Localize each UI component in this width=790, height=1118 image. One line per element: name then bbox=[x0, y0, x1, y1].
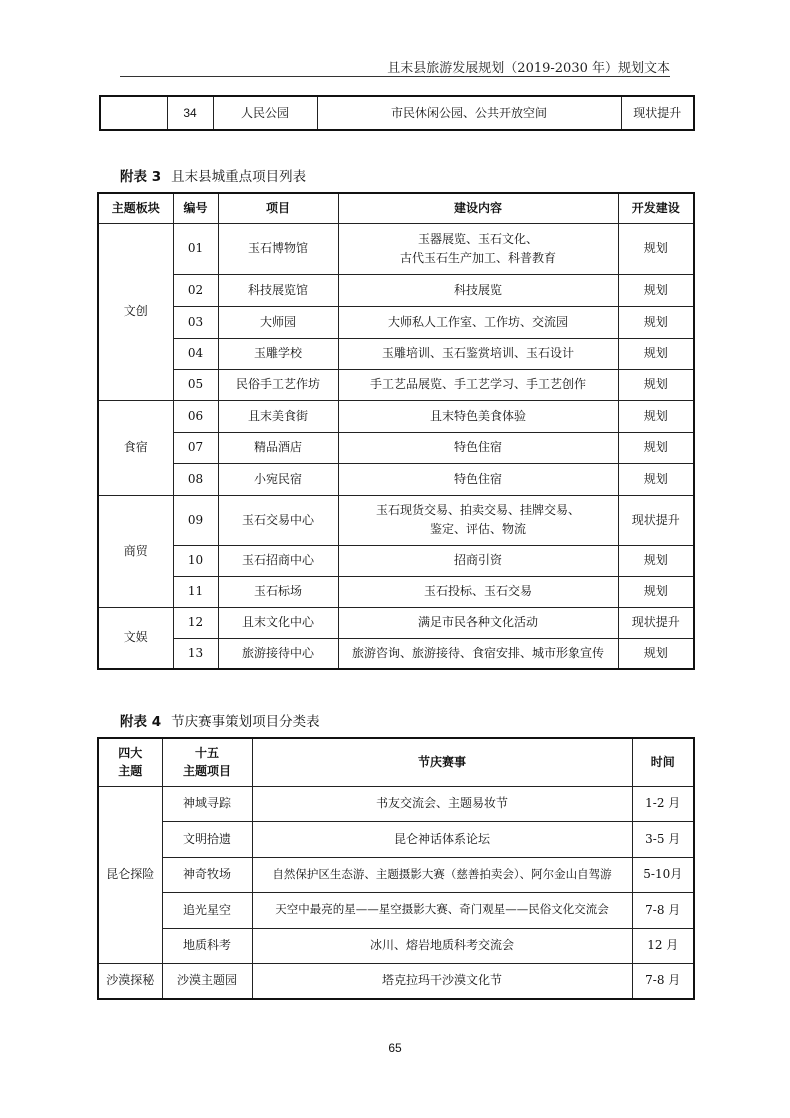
table-row bbox=[98, 495, 694, 545]
cell-content: 旅游咨询、旅游接待、食宿安排、城市形象宣传 bbox=[338, 638, 618, 669]
table-row bbox=[98, 223, 694, 274]
table-row bbox=[98, 400, 694, 432]
cell-id: 11 bbox=[173, 576, 218, 607]
cell-content: 玉雕培训、玉石鉴赏培训、玉石设计 bbox=[338, 338, 618, 369]
table-row bbox=[98, 576, 694, 607]
table-row bbox=[98, 463, 694, 495]
cell-status: 规划 bbox=[618, 463, 694, 495]
cell-project: 沙漠主题园 bbox=[162, 963, 252, 999]
table3-header-row bbox=[98, 193, 694, 223]
table3 bbox=[97, 192, 695, 670]
cell-time: 3-5 月 bbox=[632, 821, 694, 857]
table4-caption-number: 附表 4 bbox=[120, 714, 162, 730]
cell-content: 特色住宿 bbox=[338, 432, 618, 463]
page-number: 65 bbox=[388, 1041, 402, 1055]
header-line: 主题项目 bbox=[182, 764, 231, 779]
header-rule bbox=[120, 76, 670, 77]
cell-name: 玉雕学校 bbox=[218, 338, 338, 369]
cell-name: 科技展览馆 bbox=[218, 274, 338, 306]
cell-id: 34 bbox=[167, 96, 213, 130]
cell-group bbox=[100, 96, 167, 130]
table3-group-shisu: 食宿 bbox=[98, 400, 173, 495]
table4-header-row bbox=[98, 738, 694, 786]
cell-name: 且末美食街 bbox=[218, 400, 338, 432]
table3-group-wenyu: 文娱 bbox=[98, 607, 173, 669]
table4-caption-text: 节庆赛事策划项目分类表 bbox=[171, 714, 320, 730]
table4-group-kunlun: 昆仑探险 bbox=[98, 786, 162, 963]
content-line: 古代玉石生产加工、科普教育 bbox=[399, 250, 556, 265]
cell-content: 招商引资 bbox=[338, 545, 618, 576]
cell-id: 04 bbox=[173, 338, 218, 369]
cell-content: 市民休闲公园、公共开放空间 bbox=[317, 96, 621, 130]
table-row bbox=[98, 892, 694, 928]
cell-content: 大师私人工作室、工作坊、交流园 bbox=[338, 306, 618, 338]
cell-project: 地质科考 bbox=[162, 928, 252, 963]
cell-time: 12 月 bbox=[632, 928, 694, 963]
cell-id: 09 bbox=[173, 495, 218, 545]
cell-time: 1-2 月 bbox=[632, 786, 694, 821]
table3-group-shangmao: 商贸 bbox=[98, 495, 173, 607]
table3-header-content: 建设内容 bbox=[338, 193, 618, 223]
cell-content: 手工艺品展览、手工艺学习、手工艺创作 bbox=[338, 369, 618, 400]
table3-header-status: 开发建设 bbox=[618, 193, 694, 223]
table3-caption-number: 附表 3 bbox=[120, 169, 162, 185]
cell-project: 神奇牧场 bbox=[162, 857, 252, 892]
cell-project: 文明拾遗 bbox=[162, 821, 252, 857]
table-row bbox=[98, 638, 694, 669]
table-row bbox=[98, 963, 694, 999]
cell-name: 人民公园 bbox=[213, 96, 317, 130]
cell-status: 规划 bbox=[618, 338, 694, 369]
cell-id: 10 bbox=[173, 545, 218, 576]
cell-name: 旅游接待中心 bbox=[218, 638, 338, 669]
cell-id: 13 bbox=[173, 638, 218, 669]
content-line: 鉴定、评估、物流 bbox=[429, 522, 526, 536]
table-row bbox=[98, 432, 694, 463]
cell-content: 科技展览 bbox=[338, 274, 618, 306]
table3-caption bbox=[120, 165, 306, 185]
cell-event: 塔克拉玛干沙漠文化节 bbox=[252, 963, 632, 999]
table3-caption-text: 且末县城重点项目列表 bbox=[171, 169, 307, 185]
table-row bbox=[98, 274, 694, 306]
cell-content: 特色住宿 bbox=[338, 463, 618, 495]
cell-content: 且末特色美食体验 bbox=[338, 400, 618, 432]
cell-status: 现状提升 bbox=[618, 607, 694, 638]
cell-status: 现状提升 bbox=[618, 495, 694, 545]
table-row bbox=[98, 338, 694, 369]
cell-event: 天空中最亮的星——星空摄影大赛、奇门观星——民俗文化交流会 bbox=[252, 892, 632, 928]
table-row bbox=[98, 306, 694, 338]
table4 bbox=[97, 737, 695, 1000]
content-line: 玉器展览、玉石文化、 bbox=[417, 231, 538, 246]
table-row bbox=[98, 786, 694, 821]
cell-project: 追光星空 bbox=[162, 892, 252, 928]
cell-project: 神域寻踪 bbox=[162, 786, 252, 821]
page-header-title: 且末县旅游发展规划（2019-2030 年）规划文本 bbox=[387, 61, 670, 76]
cell-content: 满足市民各种文化活动 bbox=[338, 607, 618, 638]
cell-status: 规划 bbox=[618, 369, 694, 400]
cell-id: 02 bbox=[173, 274, 218, 306]
cell-status: 规划 bbox=[618, 306, 694, 338]
cell-name: 玉石招商中心 bbox=[218, 545, 338, 576]
table4-header-project bbox=[162, 738, 252, 786]
cell-name: 民俗手工艺作坊 bbox=[218, 369, 338, 400]
cell-time: 5-10月 bbox=[632, 857, 694, 892]
cell-name: 玉石博物馆 bbox=[218, 223, 338, 274]
table4-header-theme bbox=[98, 738, 162, 786]
cell-name: 玉石标场 bbox=[218, 576, 338, 607]
cell-id: 08 bbox=[173, 463, 218, 495]
cell-event: 昆仑神话体系论坛 bbox=[252, 821, 632, 857]
cell-time: 7-8 月 bbox=[632, 963, 694, 999]
cell-name: 小宛民宿 bbox=[218, 463, 338, 495]
table3-group-wenchuang: 文创 bbox=[98, 223, 173, 400]
table4-caption bbox=[120, 710, 320, 730]
cell-status: 规划 bbox=[618, 545, 694, 576]
cell-name: 玉石交易中心 bbox=[218, 495, 338, 545]
table3-header-theme: 主题板块 bbox=[98, 193, 173, 223]
cell-status: 规划 bbox=[618, 576, 694, 607]
table-row bbox=[98, 857, 694, 892]
cell-content bbox=[338, 495, 618, 545]
content-line: 玉石现货交易、拍卖交易、挂牌交易、 bbox=[375, 503, 580, 518]
cell-name: 大师园 bbox=[218, 306, 338, 338]
cell-name: 且末文化中心 bbox=[218, 607, 338, 638]
cell-status: 规划 bbox=[618, 400, 694, 432]
table-row bbox=[100, 96, 694, 130]
cell-id: 07 bbox=[173, 432, 218, 463]
header-line: 四大 bbox=[118, 745, 143, 760]
table4-header-time: 时间 bbox=[632, 738, 694, 786]
table-row bbox=[98, 369, 694, 400]
cell-id: 03 bbox=[173, 306, 218, 338]
cell-id: 05 bbox=[173, 369, 218, 400]
cell-event: 书友交流会、主题易妆节 bbox=[252, 786, 632, 821]
cell-status: 规划 bbox=[618, 223, 694, 274]
table-row bbox=[98, 607, 694, 638]
cell-event: 冰川、熔岩地质科考交流会 bbox=[252, 928, 632, 963]
table-row bbox=[98, 821, 694, 857]
cell-time: 7-8 月 bbox=[632, 892, 694, 928]
table-row bbox=[98, 545, 694, 576]
cell-name: 精品酒店 bbox=[218, 432, 338, 463]
cell-status: 规划 bbox=[618, 638, 694, 669]
header-line: 主题 bbox=[118, 764, 143, 779]
cell-status: 规划 bbox=[618, 432, 694, 463]
cell-status: 规划 bbox=[618, 274, 694, 306]
table3-header-id: 编号 bbox=[173, 193, 218, 223]
header-line: 十五 bbox=[194, 745, 219, 760]
table3-header-project: 项目 bbox=[218, 193, 338, 223]
cell-content bbox=[338, 223, 618, 274]
cell-status: 现状提升 bbox=[621, 96, 694, 130]
cell-id: 12 bbox=[173, 607, 218, 638]
cell-event: 自然保护区生态游、主题摄影大赛（慈善拍卖会）、阿尔金山自驾游 bbox=[252, 857, 632, 892]
cell-id: 06 bbox=[173, 400, 218, 432]
table4-group-shamo: 沙漠探秘 bbox=[98, 963, 162, 999]
cell-content: 玉石投标、玉石交易 bbox=[338, 576, 618, 607]
cell-id: 01 bbox=[173, 223, 218, 274]
table-row bbox=[98, 928, 694, 963]
table4-header-event: 节庆赛事 bbox=[252, 738, 632, 786]
table-continuation bbox=[99, 95, 695, 131]
